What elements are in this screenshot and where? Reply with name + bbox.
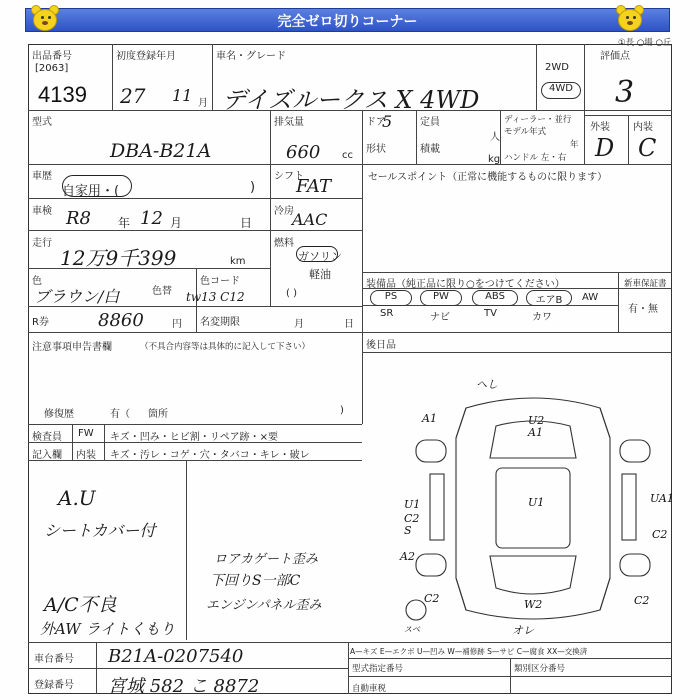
ext-grade: D bbox=[595, 134, 615, 162]
date-label: 後日品 bbox=[366, 340, 396, 351]
name-change-month: 月 bbox=[294, 319, 304, 330]
load-unit: kg bbox=[488, 154, 501, 165]
equip-airbag: エアB bbox=[526, 290, 572, 306]
bear-mascot-icon bbox=[613, 2, 647, 36]
lot-label: 出品番号 bbox=[32, 51, 72, 62]
shift-label: シフト bbox=[274, 171, 304, 182]
doors-value: 5 bbox=[382, 112, 393, 131]
fuel-label: 燃料 bbox=[274, 238, 294, 249]
plate-label: 登録番号 bbox=[34, 680, 74, 691]
sales-label: セールスポイント（正常に機能するものに限ります） bbox=[368, 172, 608, 183]
chassis-value: B21A-0207540 bbox=[108, 646, 244, 667]
fuel-options: ガソリン 軽油 bbox=[298, 250, 342, 281]
header-bar bbox=[25, 8, 670, 32]
recycle-unit: 円 bbox=[172, 319, 182, 330]
equip-sr: SR bbox=[380, 308, 394, 319]
mark-a1-left: A1 bbox=[422, 412, 437, 425]
grade-value: 3 bbox=[615, 75, 635, 110]
name-label: 車名・グレード bbox=[216, 51, 286, 62]
repair-label: 修復歴 bbox=[44, 409, 74, 420]
int-grade: C bbox=[638, 134, 657, 162]
ext-label: 外装 bbox=[590, 122, 610, 133]
mark-a2: A2 bbox=[400, 550, 415, 563]
grade-label: 評価点 bbox=[600, 51, 630, 62]
mark-bottom: オレ bbox=[512, 624, 534, 637]
dealer-label: ディーラー・並行 bbox=[504, 115, 572, 125]
mark-sv: スベ bbox=[404, 625, 420, 634]
note-seat-cover: シートカバー付 bbox=[44, 521, 156, 540]
handle-label: ハンドル 左・右 bbox=[504, 153, 567, 163]
bear-mascot-icon bbox=[28, 2, 62, 36]
note-under: 下回りS一部C bbox=[210, 573, 301, 589]
mark-s: S bbox=[404, 524, 412, 537]
model-year-label: モデル年式 bbox=[504, 127, 547, 137]
inspection-year-unit: 年 bbox=[118, 216, 131, 230]
doors-label: ドア bbox=[366, 117, 386, 128]
reg-month-unit: 月 bbox=[198, 98, 208, 109]
history-close: ) bbox=[250, 180, 256, 195]
capacity-label: 定員 bbox=[420, 117, 440, 128]
color-value: ブラウン/白 bbox=[34, 287, 120, 306]
reg-label: 初度登録年月 bbox=[116, 51, 176, 62]
color-label: 色 bbox=[32, 276, 42, 287]
model-label: 型式 bbox=[32, 117, 52, 128]
chassis-label: 車台番号 bbox=[34, 654, 74, 665]
ac-label: 冷房 bbox=[274, 206, 294, 217]
recycle-value: 8860 bbox=[98, 310, 144, 331]
legend-box1: 型式指定番号 bbox=[352, 664, 404, 674]
legend-box2: 類別区分番号 bbox=[514, 664, 566, 674]
mark-c2-right: C2 bbox=[652, 528, 668, 541]
history-value: 自家用・( bbox=[62, 184, 120, 199]
mark-top: ヘし bbox=[476, 378, 498, 391]
history-label: 車歴 bbox=[32, 171, 52, 182]
mileage-value: 12万9千399 bbox=[60, 246, 177, 270]
equip-aw: AW bbox=[582, 292, 599, 303]
equip-ps: PS bbox=[370, 290, 412, 306]
repair-close: ) bbox=[340, 405, 344, 416]
displacement-unit: cc bbox=[342, 150, 353, 161]
mark-a1-center: A1 bbox=[528, 426, 543, 439]
shape-label: 形状 bbox=[366, 144, 386, 155]
inspector-fw: FW bbox=[78, 428, 94, 439]
plate-value: 宮城 582 こ 8872 bbox=[108, 676, 260, 697]
repair-value: 有（ bbox=[110, 409, 130, 420]
drive-4wd: 4WD bbox=[541, 82, 581, 99]
color-code: tw13 C12 bbox=[186, 290, 245, 304]
note-aw: 外AW ライトくもり bbox=[40, 620, 175, 638]
model-value: DBA-B21A bbox=[110, 140, 212, 162]
reg-year: 27 bbox=[120, 84, 146, 108]
load-label: 積載 bbox=[420, 144, 440, 155]
inspection-day-unit: 日 bbox=[240, 216, 253, 230]
capacity-unit: 人 bbox=[490, 132, 500, 143]
repair-place: 箇所 bbox=[148, 409, 168, 420]
notice-label: 注意事項申告書欄 bbox=[32, 342, 112, 353]
color-no-label: 色替 bbox=[152, 286, 172, 297]
mark-u1-left: U1 bbox=[404, 498, 421, 511]
ac-value: AAC bbox=[292, 210, 328, 229]
equip-abs: ABS bbox=[472, 290, 518, 306]
warranty-label: 新車保証書 bbox=[624, 279, 667, 289]
inspector-fw-items: キズ・凹み・ヒビ割・リペア跡・×要 bbox=[110, 432, 278, 443]
color-code-label: 色コード bbox=[200, 276, 240, 287]
equip-label: 装備品（純正品に限り○をつけてください） bbox=[366, 279, 565, 290]
note-ac: A/C不良 bbox=[44, 594, 117, 616]
equip-tv: TV bbox=[484, 308, 497, 319]
mark-u1-middle: U1 bbox=[528, 496, 545, 509]
fuel-circle bbox=[296, 246, 338, 262]
car-name: デイズルークス X 4WD bbox=[222, 86, 480, 114]
top-right-note: ①長 ○場 ○丘 bbox=[618, 38, 672, 48]
year-unit: 年 bbox=[570, 140, 579, 150]
displacement-label: 排気量 bbox=[274, 117, 304, 128]
car-diagram bbox=[396, 378, 674, 640]
equip-leather: カワ bbox=[532, 312, 552, 323]
mark-w2: W2 bbox=[524, 598, 543, 611]
legend-line: A—キズ E—エクボ U—凹み W—補修跡 S—サビ C—腐食 XX—交換済 bbox=[350, 647, 588, 656]
note-engine: エンジンパネル歪み bbox=[206, 598, 322, 613]
reg-month: 11 bbox=[172, 86, 193, 105]
note-au: A.U bbox=[58, 486, 96, 510]
mileage-unit: km bbox=[230, 256, 246, 267]
lot-number: 4139 bbox=[38, 82, 87, 107]
mark-u2: U2 bbox=[528, 414, 545, 427]
history-circle bbox=[62, 175, 132, 197]
recycle-label: R券 bbox=[32, 317, 49, 328]
mark-ua1: UA1 bbox=[650, 492, 674, 505]
inspection-month: 12 bbox=[140, 208, 163, 229]
record-inner: 内装 bbox=[76, 450, 96, 461]
equip-navi: ナビ bbox=[430, 312, 450, 323]
inspector-label: 検査員 bbox=[32, 432, 62, 443]
displacement-value: 660 bbox=[286, 142, 321, 163]
mark-c2-bottom-right: C2 bbox=[634, 594, 650, 607]
header-title: 完全ゼロ切りコーナー bbox=[277, 14, 418, 30]
mark-c2-bottom: C2 bbox=[424, 592, 440, 605]
note-gate: ロアカゲート歪み bbox=[214, 552, 318, 567]
equip-pw: PW bbox=[420, 290, 462, 306]
legend-row: 自動車税 bbox=[352, 684, 387, 694]
inspection-month-unit: 月 bbox=[170, 216, 183, 230]
drive-2wd: 2WD bbox=[545, 62, 569, 73]
record-label: 記入欄 bbox=[32, 450, 62, 461]
mileage-label: 走行 bbox=[32, 238, 52, 249]
notice-sub: （不具合内容等は具体的に記入して下さい） bbox=[140, 342, 311, 352]
record-inner-items: キズ・汚レ・コゲ・穴・タバコ・キレ・破レ bbox=[110, 450, 310, 461]
int-label: 内装 bbox=[633, 122, 653, 133]
shift-value: FAT bbox=[296, 176, 331, 197]
warranty-value: 有・無 bbox=[628, 304, 658, 315]
inspection-label: 車検 bbox=[32, 206, 52, 217]
inspection-era: R8 bbox=[66, 208, 92, 229]
lot-sub: [2063] bbox=[35, 63, 69, 74]
mark-c2-left: C2 bbox=[404, 512, 420, 525]
name-change-day: 日 bbox=[344, 319, 354, 330]
name-change-label: 名変期限 bbox=[200, 317, 240, 328]
fuel-paren: ( ) bbox=[286, 288, 297, 299]
